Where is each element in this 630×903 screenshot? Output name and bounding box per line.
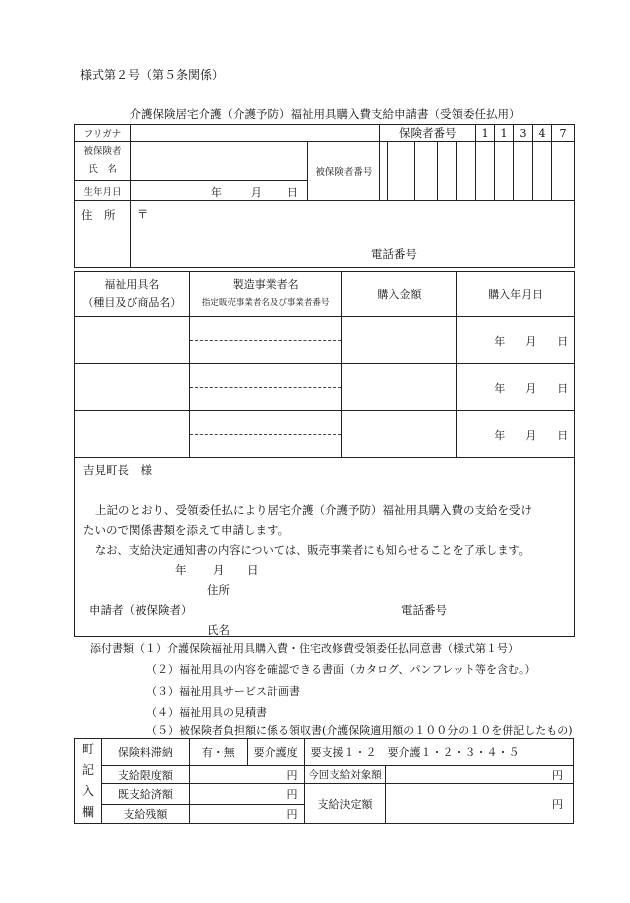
target-label: 今回支給対象額 <box>304 766 386 784</box>
request-para2: なお、支給決定通知書の内容については、販売事業者にも知らせることを了承します。 <box>95 544 530 557</box>
dashed-divider <box>190 434 342 435</box>
attachment-item: （３）福祉用具サービス計画書 <box>146 685 300 698</box>
date-day-unit: 日 <box>557 429 569 442</box>
side-label-char: 記 <box>81 763 94 777</box>
amount-cell[interactable] <box>342 364 457 411</box>
birth-label: 生年月日 <box>75 181 131 201</box>
date-header: 購入年月日 <box>457 272 575 317</box>
request-block <box>74 456 575 637</box>
request-phone-label: 電話番号 <box>401 603 447 617</box>
postal-mark: 〒 <box>136 207 149 221</box>
furigana-field[interactable] <box>130 125 379 142</box>
page-title: 介護保険居宅介護（介護予防）福祉用具購入費支給申請書（受領委任払用） <box>129 107 521 121</box>
date-month-unit: 月 <box>525 335 537 348</box>
date-month-unit: 月 <box>525 382 537 395</box>
remain-label: 支給残額 <box>101 805 189 824</box>
maker-cell[interactable] <box>189 364 342 411</box>
insured-number-cell[interactable] <box>514 142 533 201</box>
insurer-digit: 1 <box>476 125 495 142</box>
care-level-label: 要介護度 <box>247 739 304 766</box>
table-row <box>75 411 575 458</box>
phone-label: 電話番号 <box>370 247 417 261</box>
date-day-unit: 日 <box>557 335 569 348</box>
date-cell[interactable] <box>457 317 575 364</box>
request-name-label: 氏名 <box>207 623 230 637</box>
insured-number-cell[interactable] <box>457 142 476 201</box>
maker-cell[interactable] <box>189 317 342 364</box>
request-para1-line2: たいので関係書類を添えて申請します。 <box>83 523 290 537</box>
decision-label: 支給決定額 <box>304 784 386 824</box>
birth-date-field[interactable] <box>130 181 308 201</box>
insured-number-cell[interactable] <box>532 142 551 201</box>
addressee: 吉見町長 様 <box>83 463 152 477</box>
insured-number-cell[interactable] <box>388 142 415 201</box>
side-label-char: 欄 <box>81 805 94 819</box>
insurer-number-label: 保険者番号 <box>380 125 476 142</box>
insured-name-label <box>75 142 131 181</box>
date-day-unit: 日 <box>557 382 569 395</box>
insurer-digit: 7 <box>551 125 574 142</box>
insured-number-cell[interactable] <box>380 142 388 201</box>
applicant-table <box>74 124 575 268</box>
amount-cell[interactable] <box>342 411 457 458</box>
request-day-unit: 日 <box>247 563 259 577</box>
date-year-unit: 年 <box>494 335 506 348</box>
insured-number-cell[interactable] <box>495 142 514 201</box>
premium-label: 保険料滞納 <box>101 739 189 766</box>
insured-number-label: 被保険者番号 <box>308 142 380 201</box>
request-address-label: 住所 <box>207 583 230 597</box>
item-name-header-line1: 福祉用具名 <box>104 278 160 291</box>
attachment-item: （５）被保険者負担額に係る領収書(介護保険適用額の１００分の１０を併記したもの) <box>146 724 573 737</box>
insured-label-line2: 氏 名 <box>88 164 117 175</box>
date-cell[interactable] <box>457 411 575 458</box>
amount-cell[interactable] <box>342 317 457 364</box>
birth-month-unit: 月 <box>250 186 262 199</box>
birth-day-unit: 日 <box>286 186 298 199</box>
dashed-divider <box>190 340 342 341</box>
premium-value[interactable]: 有・無 <box>189 739 247 766</box>
limit-yen[interactable]: 円 <box>189 766 304 784</box>
insured-number-cell[interactable] <box>415 142 438 201</box>
table-row <box>75 317 575 364</box>
applicant-label: 申請者（被保険者） <box>89 603 193 617</box>
request-month-unit: 月 <box>213 563 225 577</box>
decision-yen[interactable]: 円 <box>386 784 574 824</box>
request-para1-line1: 上記のとおり、受領委任払により居宅介護（介護予防）福祉用具購入費の支給を受け <box>95 503 532 517</box>
furigana-label: フリガナ <box>75 125 131 142</box>
side-label-char: 入 <box>81 784 94 798</box>
town-use-table <box>74 738 574 824</box>
date-year-unit: 年 <box>494 382 506 395</box>
date-year-unit: 年 <box>494 429 506 442</box>
target-yen[interactable]: 円 <box>386 766 574 784</box>
item-name-header <box>75 272 190 317</box>
maker-header <box>189 272 342 317</box>
insured-label-line1: 被保険者 <box>83 146 122 157</box>
item-name-cell[interactable] <box>75 317 190 364</box>
address-field[interactable] <box>130 201 574 268</box>
insured-number-cell[interactable] <box>551 142 574 201</box>
insurer-digit: 1 <box>495 125 514 142</box>
insured-number-cell[interactable] <box>476 142 495 201</box>
item-name-cell[interactable] <box>75 364 190 411</box>
insured-number-cell[interactable] <box>438 142 457 201</box>
items-table <box>74 271 575 458</box>
care-level-value[interactable]: 要支援１・２ 要介護１・２・３・４・５ <box>304 739 573 766</box>
date-cell[interactable] <box>457 364 575 411</box>
item-name-cell[interactable] <box>75 411 190 458</box>
attachment-item: （４）福祉用具の見積書 <box>146 706 267 719</box>
form-number: 様式第２号（第５条関係） <box>80 68 225 82</box>
address-label: 住 所 <box>75 201 131 268</box>
amount-header: 購入金額 <box>342 272 457 317</box>
insurer-digit: 4 <box>532 125 551 142</box>
town-use-side-label <box>75 739 102 824</box>
insurer-digit: 3 <box>514 125 533 142</box>
paid-yen[interactable]: 円 <box>189 784 304 805</box>
maker-header-line2: 指定販売事業者名及び事業者番号 <box>201 298 330 308</box>
birth-year-unit: 年 <box>210 186 222 199</box>
maker-cell[interactable] <box>189 411 342 458</box>
request-year-unit: 年 <box>175 563 187 577</box>
limit-label: 支給限度額 <box>101 766 189 784</box>
paid-label: 既支給済額 <box>101 784 189 805</box>
dashed-divider <box>190 387 342 388</box>
date-month-unit: 月 <box>525 429 537 442</box>
attachment-item: （２）福祉用具の内容を確認できる書面（カタログ、パンフレット等を含む。） <box>146 663 536 676</box>
remain-yen[interactable]: 円 <box>189 805 304 824</box>
insured-name-field[interactable] <box>130 142 308 181</box>
table-row <box>75 364 575 411</box>
maker-header-line1: 製造事業者名 <box>232 278 299 291</box>
attachments-label: 添付書類（１）介護保険福祉用具購入費・住宅改修費受領委任払同意書（様式第１号） <box>90 642 519 655</box>
item-name-header-line2: （種目及び商品名） <box>82 296 182 309</box>
side-label-char: 町 <box>81 742 94 756</box>
